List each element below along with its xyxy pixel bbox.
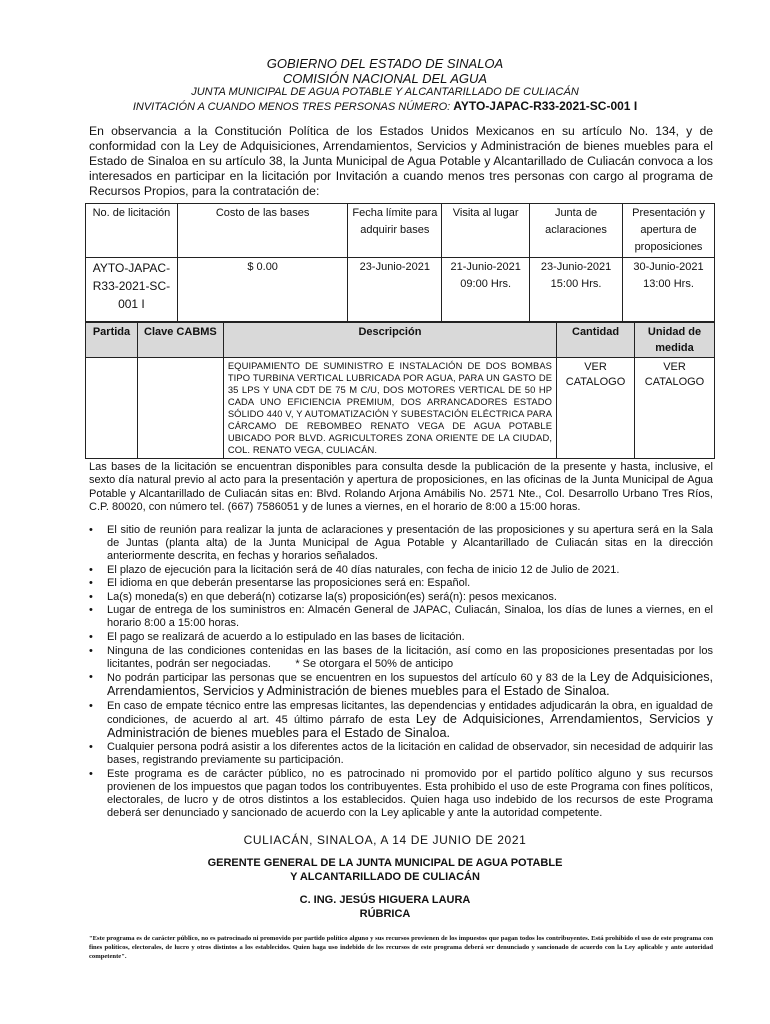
conditions-list xyxy=(89,524,713,821)
cell-quantity: VER CATALOGO xyxy=(557,358,635,459)
clarifications-date: 23-Junio-2021 xyxy=(540,261,612,273)
cell-site-visit xyxy=(442,258,530,322)
col-header-opening: Presentación y apertura de proposiciones xyxy=(623,204,715,258)
footer-disclaimer: "Este programa es de carácter público, no es patrocinado ni promovido por partido político alguno y sus recursos provienen de los impuestos que pagan todos los contribuyentes. Está prohibido el uso de este programa con fines políticos, electorales, de lucro y otros distintos a los establecidos. Quien haga uso indebido de los recursos de este programa deberá ser denunciado y sancionado de acuerdo con la Ley aplicable y ante autoridad competente". xyxy=(89,935,713,960)
col-header-description: Descripción xyxy=(223,323,556,358)
schedule-header-row xyxy=(86,204,715,258)
items-table xyxy=(85,322,715,459)
cell-opening xyxy=(623,258,715,322)
cell-cost: $ 0.00 xyxy=(177,258,348,322)
list-item: • Cualquier persona podrá asistir a los diferentes actos de la licitación en calidad de observador, sin necesidad de adquirir las bases, registrando previamente su participación. xyxy=(89,741,713,767)
col-header-cabms: Clave CABMS xyxy=(137,323,223,358)
city-date: CULIACÁN, SINALOA, A 14 DE JUNIO DE 2021 xyxy=(243,833,527,847)
list-item: • El idioma en que deberán presentarse las proposiciones será en: Español. xyxy=(89,577,471,590)
signer-title-line1: GERENTE GENERAL DE LA JUNTA MUNICIPAL DE AGUA POTABLE xyxy=(207,857,563,869)
col-header-quantity: Cantidad xyxy=(557,323,635,358)
col-header-unit: Unidad de medida xyxy=(635,323,715,358)
list-item: • En caso de empate técnico entre las empresas licitantes, las dependencias y entidades adjudicarán la obra, en igualdad de condiciones, de acuerdo al art. 45 último párrafo de esta Ley de Adquisiciones, Arrendamientos, Servicios y Administración de bienes muebles para el Estado de Sinaloa. xyxy=(89,699,713,740)
cell-item xyxy=(86,358,138,459)
signer-rubric: RÚBRICA xyxy=(359,908,411,920)
list-item: • Este programa es de carácter público, no es patrocinado ni promovido por el partido político alguno y sus recursos provienen de los impuestos que pagan todos los contribuyentes. Esta prohibido el uso de este Programa con fines políticos, electorales, de lucro y de otros distintos a los establecidos. Quien haga uso indebido de los recursos de este Programa deberá ser denunciado y sancionado de acuerdo con la Ley aplicable y ante la autoridad competente. xyxy=(89,767,713,819)
cell-description: EQUIPAMIENTO DE SUMINISTRO E INSTALACIÓN DE DOS BOMBAS TIPO TURBINA VERTICAL LUBRICADA POR AGUA, PARA UN GASTO DE 35 LPS Y UNA CDT DE 75 M C/U, DOS MOTORES VERTICAL DE 50 HP CADA UNO EFICIENCIA PREMIUM, DOS ARRANCADORES ESTADO SÓLIDO 440 V, Y AUTOMATIZACIÓN Y SUBESTACIÓN ELÉCTRICA PARA CÁRCAMO DE REBOMBEO RENATO VEGA DE AGUA POTABLE UBICADO POR BLVD. AGRICULTORES ZONA ORIENTE DE LA CIUDAD, COL. RENATO VEGA, CULIACÁN. xyxy=(223,358,556,459)
opening-time: 13:00 Hrs. xyxy=(643,278,694,290)
bases-paragraph: Las bases de la licitación se encuentran disponibles para consulta desde la publicación de la presente y hasta, inclusive, el sexto día natural previo al acto para la presentación y apertura de proposiciones, en las oficinas de la Junta Municipal de Agua Potable y Alcantarillado de Culiacán sitas en: Blvd. Rolando Arjona Amábilis No. 2571 Nte., Col. Desarrollo Urbano Tres Ríos, C.P. 80020, con número tel. (667) 7586051 y de lunes a viernes, en el horario de 8:00 a 15:00 horas. xyxy=(89,461,713,513)
items-header-row xyxy=(86,323,715,358)
invitation-number: AYTO-JAPAC-R33-2021-SC-001 I xyxy=(453,99,638,113)
header-commission: COMISIÓN NACIONAL DEL AGUA xyxy=(282,71,488,86)
invitation-prefix: INVITACIÓN A CUANDO MENOS TRES PERSONAS NÚMERO: xyxy=(132,101,451,113)
site-visit-time: 09:00 Hrs. xyxy=(460,278,512,290)
list-item: • Ninguna de las condiciones contenidas en las bases de la licitación, así como en las proposiciones presentadas por los licitantes, podrán ser negociadas. * Se otorgara el 50% de anticipo xyxy=(89,644,713,670)
cell-bid-number: AYTO-JAPAC-R33-2021-SC-001 I xyxy=(86,258,178,322)
list-item: • Lugar de entrega de los suministros en: Almacén General de JAPAC, Culiacán, Sinaloa, los días de lunes a viernes, en el horario 8:00 a 15:00 horas. xyxy=(89,604,713,630)
col-header-bid-number: No. de licitación xyxy=(86,204,178,258)
cell-clarifications xyxy=(530,258,623,322)
list-item: • El plazo de ejecución para la licitación será de 40 días naturales, con fecha de inicio 12 de Julio de 2021. xyxy=(89,563,620,576)
header-invitation xyxy=(0,99,770,113)
header-board: JUNTA MUNICIPAL DE AGUA POTABLE Y ALCANTARILLADO DE CULIACÁN xyxy=(191,86,579,98)
col-header-site-visit: Visita al lugar xyxy=(442,204,530,258)
advance-note: * Se otorgara el 50% de anticipo xyxy=(295,657,454,670)
list-item: • La(s) moneda(s) en que deberá(n) cotizarse la(s) proposición(es) será(n): pesos mexicanos. xyxy=(89,590,557,603)
clarifications-time: 15:00 Hrs. xyxy=(550,278,602,290)
opening-date: 30-Junio-2021 xyxy=(633,261,704,273)
schedule-data-row xyxy=(86,258,715,322)
intro-paragraph: En observancia a la Constitución Política de los Estados Unidos Mexicanos en su artículo No. 134, y de conformidad con la Ley de Adquisiciones, Arrendamientos, Servicios y Administración de bienes muebles para el Estado de Sinaloa en su artículo 38, la Junta Municipal de Agua Potable y Alcantarillado de Culiacán convoca a los interesados en participar en la licitación por Invitación a cuando menos tres personas con cargo al programa de Recursos Propios, para la contratación de: xyxy=(89,124,713,198)
cell-deadline: 23-Junio-2021 xyxy=(348,258,442,322)
site-visit-date: 21-Junio-2021 xyxy=(450,261,521,273)
list-item: • El pago se realizará de acuerdo a lo estipulado en las bases de licitación. xyxy=(89,630,465,643)
list-item: • El sitio de reunión para realizar la junta de aclaraciones y presentación de las proposiciones y su apertura será en la Sala de Juntas (planta alta) de la Junta Municipal de Agua Potable y Alcantarillado de Culiacán sitas en la dirección anteriormente descrita, en fechas y horarios señalados. xyxy=(89,524,713,562)
col-header-deadline: Fecha límite para adquirir bases xyxy=(348,204,442,258)
cell-unit: VER CATALOGO xyxy=(635,358,715,459)
cell-cabms xyxy=(137,358,223,459)
signer-name: C. ING. JESÚS HIGUERA LAURA xyxy=(299,894,471,906)
list-item: • No podrán participar las personas que se encuentren en los supuestos del artículo 60 y 83 de la Ley de Adquisiciones, Arrendamientos, Servicios y Administración de bienes muebles para el Estado de Sinaloa. xyxy=(89,670,714,699)
bidding-schedule-table xyxy=(85,203,715,322)
col-header-cost: Costo de las bases xyxy=(177,204,348,258)
header-government: GOBIERNO DEL ESTADO DE SINALOA xyxy=(266,56,504,71)
items-data-row xyxy=(86,358,715,459)
col-header-item: Partida xyxy=(86,323,138,358)
col-header-clarifications: Junta de aclaraciones xyxy=(530,204,623,258)
signer-title-line2: Y ALCANTARILLADO DE CULIACÁN xyxy=(290,871,480,883)
